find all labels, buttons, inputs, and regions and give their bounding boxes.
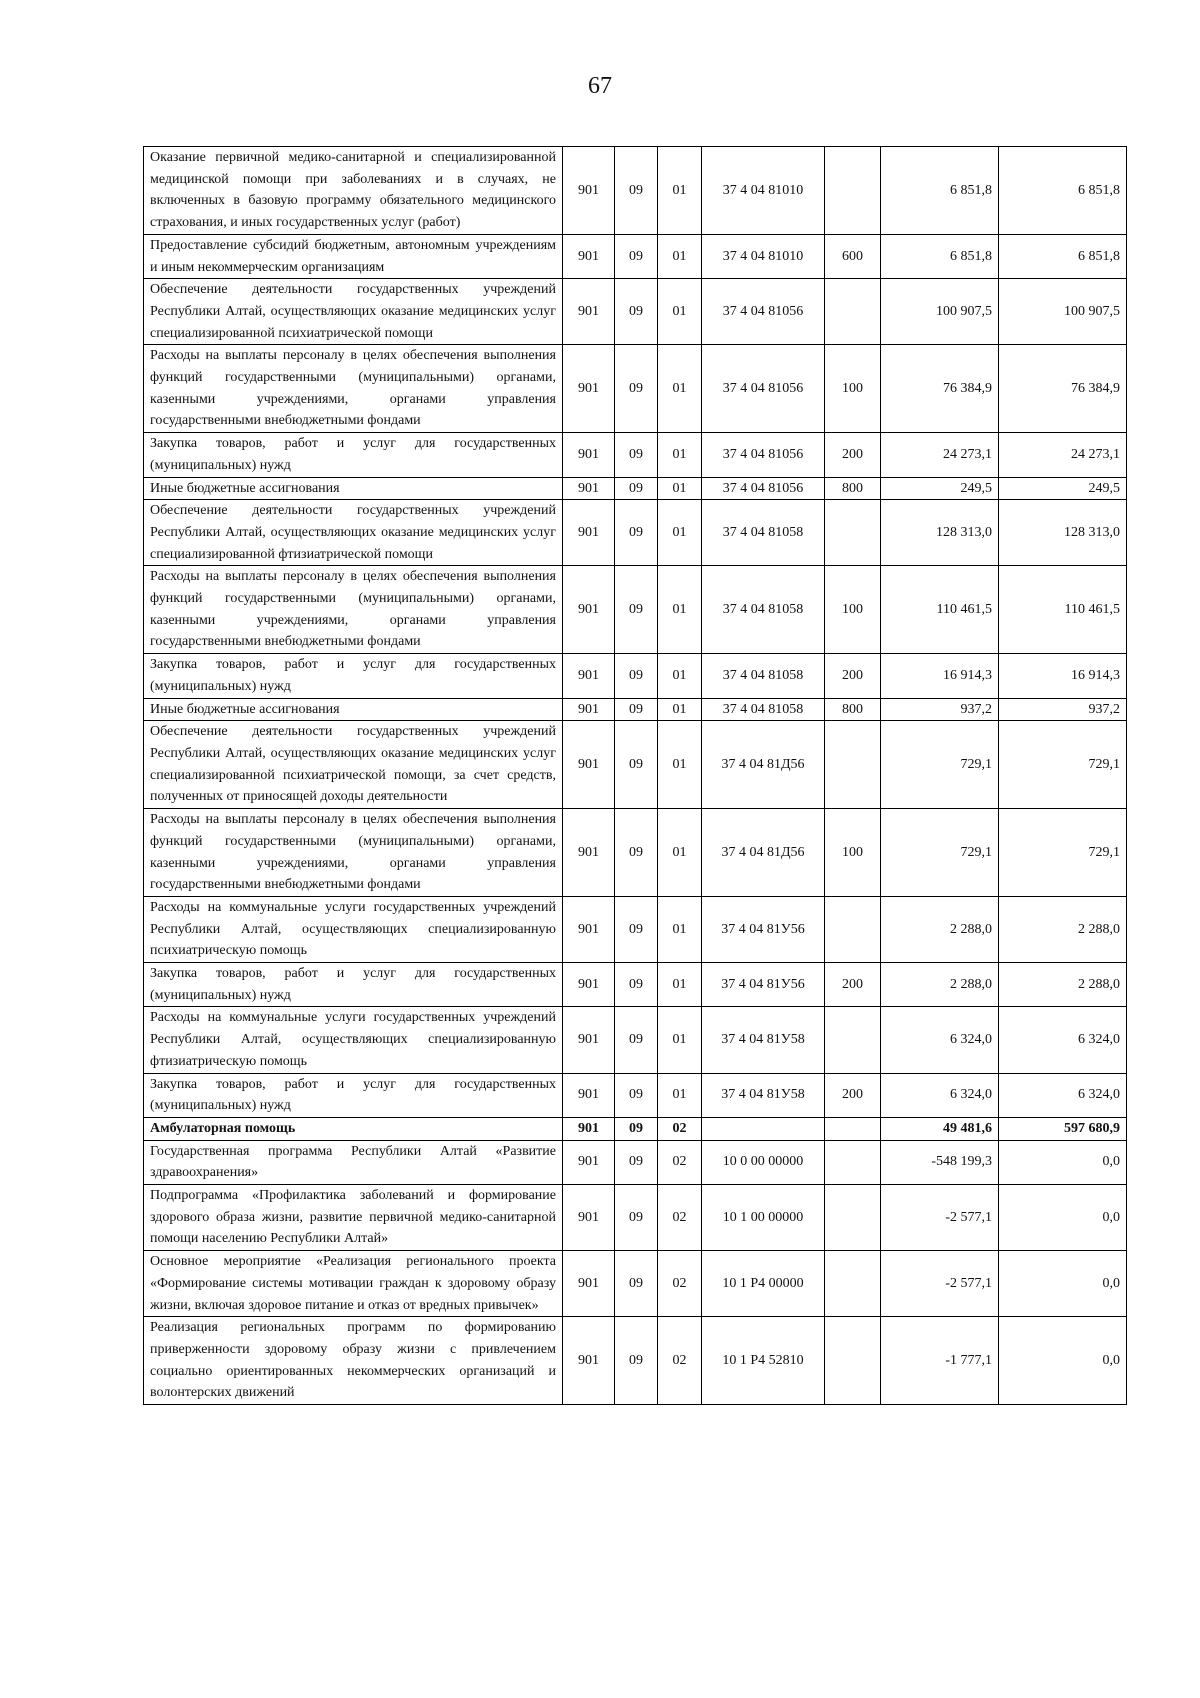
row-description: Расходы на выплаты персоналу в целях обеспечения выполнения функций государственными (муниципальными) органами, казенными учреждениями, органами управления государственными внебюджетными фондами — [144, 566, 563, 654]
target-article-code: 10 1 P4 00000 — [702, 1251, 825, 1317]
amount-1: -1 777,1 — [881, 1317, 999, 1405]
section-code: 09 — [615, 345, 658, 433]
expense-type-code — [825, 279, 881, 345]
section-code: 09 — [615, 279, 658, 345]
grbs-code: 901 — [563, 1007, 615, 1073]
target-article-code — [702, 1117, 825, 1140]
subsection-code: 01 — [658, 721, 702, 809]
target-article-code: 37 4 04 81056 — [702, 279, 825, 345]
amount-2: 6 851,8 — [999, 147, 1127, 235]
expense-type-code: 800 — [825, 698, 881, 721]
row-description: Предоставление субсидий бюджетным, автономным учреждениям и иным некоммерческим организациям — [144, 234, 563, 278]
amount-1: 16 914,3 — [881, 654, 999, 698]
target-article-code: 37 4 04 81056 — [702, 477, 825, 500]
amount-1: 937,2 — [881, 698, 999, 721]
table-row — [144, 1117, 1127, 1140]
amount-2: 16 914,3 — [999, 654, 1127, 698]
amount-2: 937,2 — [999, 698, 1127, 721]
amount-2: 2 288,0 — [999, 896, 1127, 962]
subsection-code: 01 — [658, 809, 702, 897]
row-description: Амбулаторная помощь — [144, 1117, 563, 1140]
amount-1: 100 907,5 — [881, 279, 999, 345]
amount-1: 128 313,0 — [881, 500, 999, 566]
expense-type-code — [825, 1317, 881, 1405]
amount-2: 0,0 — [999, 1317, 1127, 1405]
section-code: 09 — [615, 809, 658, 897]
table-row — [144, 1140, 1127, 1184]
table-row — [144, 809, 1127, 897]
table-row — [144, 896, 1127, 962]
page-number: 67 — [588, 73, 612, 99]
amount-1: 6 324,0 — [881, 1007, 999, 1073]
row-description: Расходы на коммунальные услуги государственных учреждений Республики Алтай, осуществляющих специализированную психиатрическую помощь — [144, 896, 563, 962]
target-article-code: 37 4 04 81У58 — [702, 1007, 825, 1073]
subsection-code: 01 — [658, 147, 702, 235]
amount-2: 729,1 — [999, 809, 1127, 897]
target-article-code: 37 4 04 81010 — [702, 234, 825, 278]
table-row — [144, 721, 1127, 809]
grbs-code: 901 — [563, 896, 615, 962]
subsection-code: 01 — [658, 896, 702, 962]
amount-2: 128 313,0 — [999, 500, 1127, 566]
subsection-code: 01 — [658, 566, 702, 654]
row-description: Подпрограмма «Профилактика заболеваний и формирование здорового образа жизни, развитие первичной медико-санитарной помощи населению Республики Алтай» — [144, 1185, 563, 1251]
expense-type-code — [825, 721, 881, 809]
target-article-code: 37 4 04 81058 — [702, 698, 825, 721]
target-article-code: 37 4 04 81010 — [702, 147, 825, 235]
section-code: 09 — [615, 1007, 658, 1073]
row-description: Обеспечение деятельности государственных учреждений Республики Алтай, осуществляющих оказание медицинских услуг специализированной психиатрической помощи — [144, 279, 563, 345]
amount-1: 729,1 — [881, 809, 999, 897]
section-code: 09 — [615, 1251, 658, 1317]
expense-type-code — [825, 1140, 881, 1184]
table-row — [144, 1251, 1127, 1317]
amount-2: 6 324,0 — [999, 1007, 1127, 1073]
amount-2: 24 273,1 — [999, 433, 1127, 477]
subsection-code: 01 — [658, 345, 702, 433]
table-row — [144, 345, 1127, 433]
grbs-code: 901 — [563, 1073, 615, 1117]
target-article-code: 37 4 04 81058 — [702, 500, 825, 566]
section-code: 09 — [615, 654, 658, 698]
subsection-code: 01 — [658, 279, 702, 345]
subsection-code: 01 — [658, 698, 702, 721]
table-body — [144, 147, 1127, 1405]
subsection-code: 02 — [658, 1140, 702, 1184]
amount-1: 49 481,6 — [881, 1117, 999, 1140]
row-description: Расходы на коммунальные услуги государственных учреждений Республики Алтай, осуществляющих специализированную фтизиатрическую помощь — [144, 1007, 563, 1073]
target-article-code: 37 4 04 81У56 — [702, 963, 825, 1007]
table-row — [144, 433, 1127, 477]
amount-1: 6 324,0 — [881, 1073, 999, 1117]
subsection-code: 01 — [658, 234, 702, 278]
table-row — [144, 963, 1127, 1007]
grbs-code: 901 — [563, 566, 615, 654]
row-description: Расходы на выплаты персоналу в целях обеспечения выполнения функций государственными (муниципальными) органами, казенными учреждениями, органами управления государственными внебюджетными фондами — [144, 809, 563, 897]
section-code: 09 — [615, 721, 658, 809]
amount-2: 249,5 — [999, 477, 1127, 500]
subsection-code: 01 — [658, 500, 702, 566]
amount-1: 6 851,8 — [881, 147, 999, 235]
target-article-code: 37 4 04 81056 — [702, 345, 825, 433]
grbs-code: 901 — [563, 963, 615, 1007]
section-code: 09 — [615, 1117, 658, 1140]
section-code: 09 — [615, 433, 658, 477]
section-code: 09 — [615, 477, 658, 500]
expense-type-code: 200 — [825, 1073, 881, 1117]
expense-type-code: 600 — [825, 234, 881, 278]
row-description: Закупка товаров, работ и услуг для государственных (муниципальных) нужд — [144, 433, 563, 477]
row-description: Иные бюджетные ассигнования — [144, 477, 563, 500]
grbs-code: 901 — [563, 1140, 615, 1184]
amount-2: 6 324,0 — [999, 1073, 1127, 1117]
target-article-code: 37 4 04 81058 — [702, 654, 825, 698]
amount-2: 110 461,5 — [999, 566, 1127, 654]
amount-1: 76 384,9 — [881, 345, 999, 433]
section-code: 09 — [615, 566, 658, 654]
grbs-code: 901 — [563, 698, 615, 721]
amount-1: -2 577,1 — [881, 1185, 999, 1251]
amount-2: 100 907,5 — [999, 279, 1127, 345]
target-article-code: 37 4 04 81Д56 — [702, 809, 825, 897]
expense-type-code: 100 — [825, 809, 881, 897]
row-description: Закупка товаров, работ и услуг для государственных (муниципальных) нужд — [144, 963, 563, 1007]
table-row — [144, 147, 1127, 235]
table-row — [144, 500, 1127, 566]
grbs-code: 901 — [563, 433, 615, 477]
row-description: Закупка товаров, работ и услуг для государственных (муниципальных) нужд — [144, 1073, 563, 1117]
target-article-code: 37 4 04 81У58 — [702, 1073, 825, 1117]
amount-1: 729,1 — [881, 721, 999, 809]
subsection-code: 02 — [658, 1185, 702, 1251]
expense-type-code: 800 — [825, 477, 881, 500]
grbs-code: 901 — [563, 721, 615, 809]
grbs-code: 901 — [563, 279, 615, 345]
expense-type-code: 100 — [825, 345, 881, 433]
subsection-code: 02 — [658, 1117, 702, 1140]
row-description: Обеспечение деятельности государственных учреждений Республики Алтай, осуществляющих оказание медицинских услуг специализированной психиатрической помощи, за счет средств, полученных от приносящей доходы деятельности — [144, 721, 563, 809]
subsection-code: 02 — [658, 1251, 702, 1317]
subsection-code: 01 — [658, 654, 702, 698]
row-description: Расходы на выплаты персоналу в целях обеспечения выполнения функций государственными (муниципальными) органами, казенными учреждениями, органами управления государственными внебюджетными фондами — [144, 345, 563, 433]
subsection-code: 01 — [658, 433, 702, 477]
section-code: 09 — [615, 1185, 658, 1251]
target-article-code: 37 4 04 81058 — [702, 566, 825, 654]
target-article-code: 10 1 P4 52810 — [702, 1317, 825, 1405]
amount-1: 2 288,0 — [881, 896, 999, 962]
amount-2: 0,0 — [999, 1140, 1127, 1184]
grbs-code: 901 — [563, 1317, 615, 1405]
subsection-code: 02 — [658, 1317, 702, 1405]
row-description: Обеспечение деятельности государственных учреждений Республики Алтай, осуществляющих оказание медицинских услуг специализированной фтизиатрической помощи — [144, 500, 563, 566]
expense-type-code — [825, 147, 881, 235]
row-description: Оказание первичной медико-санитарной и специализированной медицинской помощи при заболеваниях и в случаях, не включенных в базовую программу обязательного медицинского страхования, и иных государственных услуг (работ) — [144, 147, 563, 235]
amount-2: 2 288,0 — [999, 963, 1127, 1007]
section-code: 09 — [615, 896, 658, 962]
table-row — [144, 698, 1127, 721]
table-row — [144, 1185, 1127, 1251]
table-row — [144, 1317, 1127, 1405]
expense-type-code — [825, 1251, 881, 1317]
table-row — [144, 279, 1127, 345]
amount-2: 0,0 — [999, 1185, 1127, 1251]
target-article-code: 37 4 04 81У56 — [702, 896, 825, 962]
row-description: Основное мероприятие «Реализация регионального проекта «Формирование системы мотивации граждан к здоровому образу жизни, включая здоровое питание и отказ от вредных привычек» — [144, 1251, 563, 1317]
amount-1: 6 851,8 — [881, 234, 999, 278]
expense-type-code — [825, 896, 881, 962]
budget-table — [143, 146, 1127, 1405]
grbs-code: 901 — [563, 809, 615, 897]
amount-2: 0,0 — [999, 1251, 1127, 1317]
target-article-code: 37 4 04 81056 — [702, 433, 825, 477]
section-code: 09 — [615, 1073, 658, 1117]
grbs-code: 901 — [563, 1117, 615, 1140]
expense-type-code — [825, 1117, 881, 1140]
section-code: 09 — [615, 1140, 658, 1184]
target-article-code: 10 1 00 00000 — [702, 1185, 825, 1251]
amount-2: 76 384,9 — [999, 345, 1127, 433]
expense-type-code: 200 — [825, 654, 881, 698]
amount-1: 249,5 — [881, 477, 999, 500]
grbs-code: 901 — [563, 1251, 615, 1317]
subsection-code: 01 — [658, 1073, 702, 1117]
row-description: Иные бюджетные ассигнования — [144, 698, 563, 721]
section-code: 09 — [615, 1317, 658, 1405]
expense-type-code: 200 — [825, 963, 881, 1007]
table-row — [144, 654, 1127, 698]
grbs-code: 901 — [563, 654, 615, 698]
expense-type-code — [825, 1007, 881, 1073]
target-article-code: 10 0 00 00000 — [702, 1140, 825, 1184]
grbs-code: 901 — [563, 234, 615, 278]
table-row — [144, 477, 1127, 500]
section-code: 09 — [615, 698, 658, 721]
table-row — [144, 1073, 1127, 1117]
table-row — [144, 1007, 1127, 1073]
amount-1: 110 461,5 — [881, 566, 999, 654]
row-description: Государственная программа Республики Алтай «Развитие здравоохранения» — [144, 1140, 563, 1184]
section-code: 09 — [615, 500, 658, 566]
expense-type-code: 200 — [825, 433, 881, 477]
amount-2: 597 680,9 — [999, 1117, 1127, 1140]
amount-1: 2 288,0 — [881, 963, 999, 1007]
grbs-code: 901 — [563, 345, 615, 433]
row-description: Реализация региональных программ по формированию приверженности здоровому образу жизни с привлечением социально ориентированных некоммерческих организаций и волонтерских движений — [144, 1317, 563, 1405]
subsection-code: 01 — [658, 963, 702, 1007]
amount-1: -2 577,1 — [881, 1251, 999, 1317]
grbs-code: 901 — [563, 147, 615, 235]
target-article-code: 37 4 04 81Д56 — [702, 721, 825, 809]
table-row — [144, 566, 1127, 654]
grbs-code: 901 — [563, 500, 615, 566]
subsection-code: 01 — [658, 1007, 702, 1073]
section-code: 09 — [615, 234, 658, 278]
section-code: 09 — [615, 963, 658, 1007]
grbs-code: 901 — [563, 477, 615, 500]
expense-type-code: 100 — [825, 566, 881, 654]
amount-2: 6 851,8 — [999, 234, 1127, 278]
amount-2: 729,1 — [999, 721, 1127, 809]
section-code: 09 — [615, 147, 658, 235]
subsection-code: 01 — [658, 477, 702, 500]
grbs-code: 901 — [563, 1185, 615, 1251]
row-description: Закупка товаров, работ и услуг для государственных (муниципальных) нужд — [144, 654, 563, 698]
amount-1: -548 199,3 — [881, 1140, 999, 1184]
amount-1: 24 273,1 — [881, 433, 999, 477]
expense-type-code — [825, 1185, 881, 1251]
expense-type-code — [825, 500, 881, 566]
table-row — [144, 234, 1127, 278]
